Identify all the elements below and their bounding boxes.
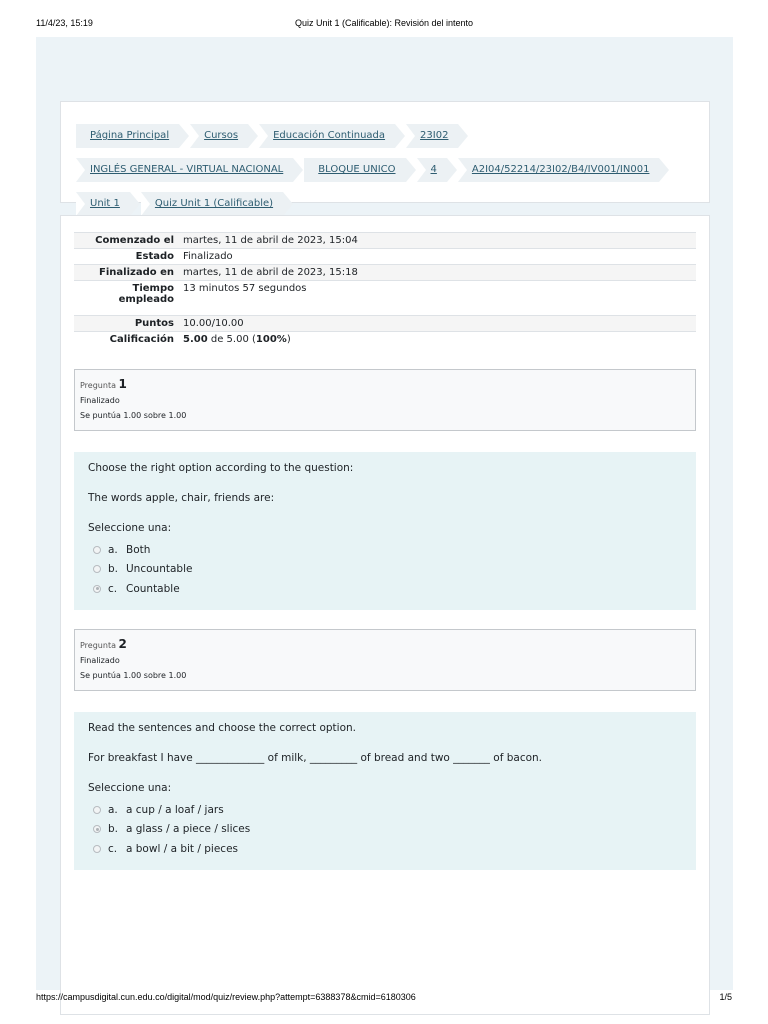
breadcrumb-item-section[interactable]: 4	[417, 158, 447, 182]
summary-row-grade	[74, 332, 696, 348]
breadcrumb-item-course-name[interactable]: INGLÉS GENERAL - VIRTUAL NACIONAL	[76, 158, 293, 182]
breadcrumb	[76, 124, 696, 216]
breadcrumb-item-home[interactable]: Página Principal	[76, 124, 179, 148]
breadcrumb-item-courses[interactable]: Cursos	[190, 124, 248, 148]
summary-row-started	[74, 233, 696, 249]
question-mark: Se puntúa 1.00 sobre 1.00	[80, 410, 187, 420]
summary-label: Calificación	[109, 334, 174, 345]
select-prompt: Seleccione una:	[88, 522, 172, 534]
breadcrumb-item-period[interactable]: 23I02	[406, 124, 458, 148]
summary-value: 13 minutos 57 segundos	[183, 283, 307, 294]
summary-row-state	[74, 249, 696, 265]
print-url: https://campusdigital.cun.edu.co/digital/mod/quiz/review.php?attempt=6388378&cmid=6180306	[36, 992, 416, 1002]
attempt-summary-table	[74, 232, 696, 347]
summary-label: Comenzado el	[95, 235, 174, 246]
question-state: Finalizado	[80, 656, 120, 666]
question-instruction: Read the sentences and choose the correct option.	[88, 722, 356, 734]
summary-label: Puntos	[134, 318, 174, 329]
summary-value: Finalizado	[183, 251, 233, 262]
summary-label: Finalizado en	[99, 267, 174, 278]
summary-row-time	[74, 281, 696, 316]
print-footer	[36, 992, 732, 1006]
radio-button[interactable]	[93, 845, 101, 853]
radio-button[interactable]	[93, 546, 101, 554]
print-title: Quiz Unit 1 (Calificable): Revisión del intento	[294, 18, 474, 28]
print-page-number: 1/5	[719, 992, 732, 1002]
radio-button-checked[interactable]	[93, 585, 101, 593]
question-2-info	[74, 629, 696, 691]
question-1-info	[74, 369, 696, 431]
quiz-review-card	[60, 215, 710, 1015]
answer-option[interactable]: b. Uncountable	[88, 560, 682, 580]
question-text: For breakfast I have _____________ of milk, _________ of bread and two _______ of bacon.	[88, 752, 543, 764]
question-2-content	[74, 712, 696, 870]
breadcrumb-item-group[interactable]: A2I04/52214/23I02/B4/IV001/IN001	[458, 158, 660, 182]
answer-option[interactable]: a. Both	[88, 540, 682, 560]
breadcrumb-item-continuing-education[interactable]: Educación Continuada	[259, 124, 395, 148]
summary-label: Tiempo empleado	[118, 283, 174, 305]
summary-label: Estado	[135, 251, 174, 262]
breadcrumb-item-quiz[interactable]: Quiz Unit 1 (Calificable)	[141, 192, 283, 216]
radio-button[interactable]	[93, 565, 101, 573]
question-instruction: Choose the right option according to the question:	[88, 462, 354, 474]
summary-value: 5.00 de 5.00 (100%)	[183, 334, 291, 345]
summary-value: 10.00/10.00	[183, 318, 244, 329]
question-mark: Se puntúa 1.00 sobre 1.00	[80, 670, 187, 680]
breadcrumb-item-block[interactable]: BLOQUE UNICO	[304, 158, 405, 182]
question-1-content	[74, 452, 696, 610]
summary-value: martes, 11 de abril de 2023, 15:04	[183, 235, 358, 246]
answer-option[interactable]: a. a cup / a loaf / jars	[88, 800, 682, 820]
breadcrumb-card	[60, 101, 710, 209]
breadcrumb-item-unit[interactable]: Unit 1	[76, 192, 130, 216]
print-date: 11/4/23, 15:19	[36, 18, 93, 28]
select-prompt: Seleccione una:	[88, 782, 172, 794]
summary-row-points	[74, 316, 696, 332]
answer-option-selected[interactable]: b. a glass / a piece / slices	[88, 820, 682, 840]
question-number: Pregunta 1	[80, 377, 127, 391]
radio-button[interactable]	[93, 806, 101, 814]
answer-option-selected[interactable]: c. Countable	[88, 579, 682, 599]
question-number: Pregunta 2	[80, 637, 127, 651]
summary-row-finished	[74, 265, 696, 281]
question-text: The words apple, chair, friends are:	[88, 492, 275, 504]
print-header	[36, 18, 732, 32]
question-state: Finalizado	[80, 396, 120, 406]
answer-option[interactable]: c. a bowl / a bit / pieces	[88, 839, 682, 859]
radio-button-checked[interactable]	[93, 825, 101, 833]
summary-value: martes, 11 de abril de 2023, 15:18	[183, 267, 358, 278]
